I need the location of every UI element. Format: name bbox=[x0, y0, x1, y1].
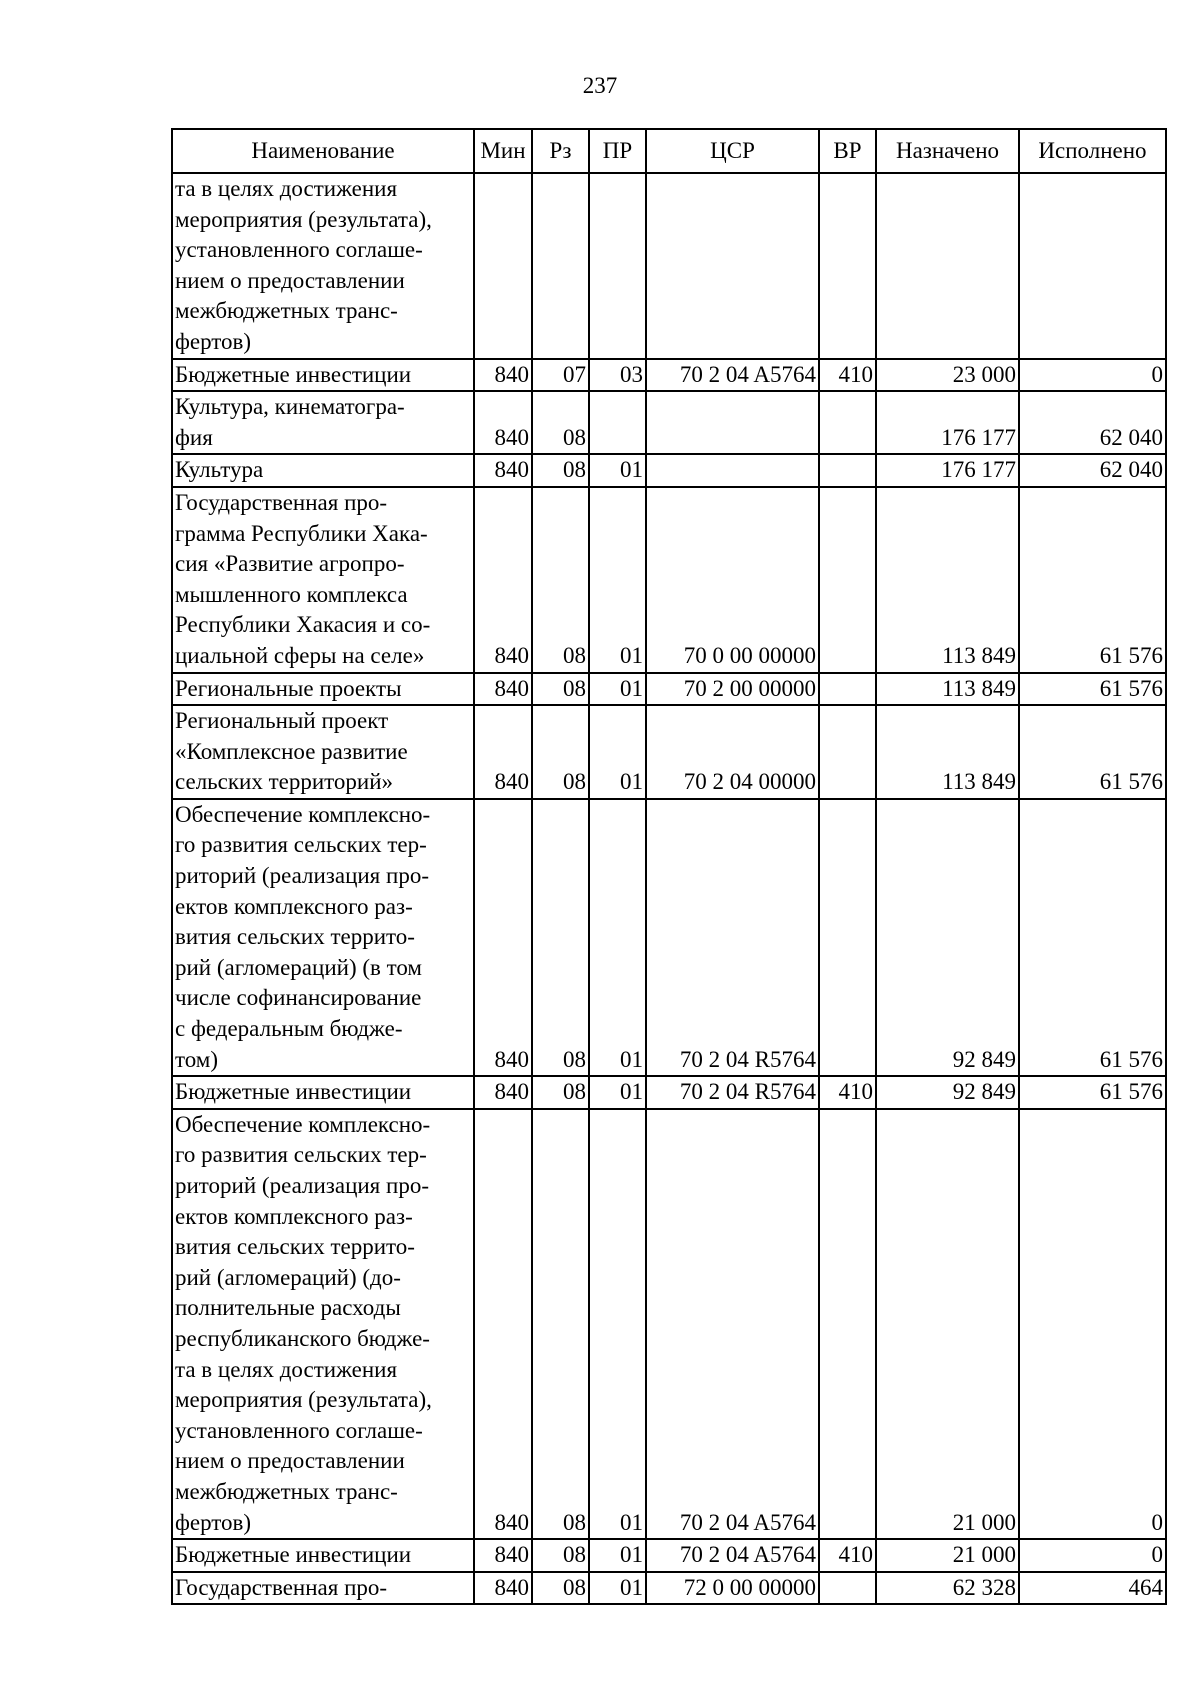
budget-table bbox=[171, 128, 1167, 1605]
table-body bbox=[172, 173, 1166, 1604]
table-row bbox=[172, 799, 1166, 1076]
cell-csr: 70 2 04 A5764 bbox=[646, 1109, 819, 1539]
cell-min: 840 bbox=[474, 454, 532, 487]
cell-min: 840 bbox=[474, 391, 532, 454]
cell-min: 840 bbox=[474, 705, 532, 799]
cell-csr: 70 2 04 A5764 bbox=[646, 1539, 819, 1572]
header-rz: Рз bbox=[532, 129, 589, 173]
name-line: та в целях достижения bbox=[175, 1356, 398, 1382]
table-row bbox=[172, 673, 1166, 706]
cell-assigned: 62 328 bbox=[876, 1572, 1019, 1605]
cell-name bbox=[172, 1539, 474, 1572]
cell-csr: 70 2 04 R5764 bbox=[646, 799, 819, 1076]
name-line: Региональные проекты bbox=[175, 675, 402, 701]
cell-name bbox=[172, 705, 474, 799]
name-line: циальной сферы на селе» bbox=[175, 642, 425, 668]
cell-pr: 01 bbox=[589, 1539, 646, 1572]
name-line: сия «Развитие агропро- bbox=[175, 551, 405, 577]
name-line: вития сельских террито- bbox=[175, 924, 415, 950]
cell-pr: 01 bbox=[589, 1109, 646, 1539]
cell-vr bbox=[819, 1572, 876, 1605]
cell-csr: 72 0 00 00000 bbox=[646, 1572, 819, 1605]
name-line: грамма Республики Хака- bbox=[175, 520, 428, 546]
table-row bbox=[172, 454, 1166, 487]
name-line: го развития сельских тер- bbox=[175, 1142, 427, 1168]
name-line: риторий (реализация про- bbox=[175, 863, 429, 889]
name-line: мероприятия (результата), bbox=[175, 1387, 432, 1413]
cell-assigned: 176 177 bbox=[876, 454, 1019, 487]
cell-name bbox=[172, 487, 474, 673]
name-line: с федеральным бюдже- bbox=[175, 1016, 403, 1042]
cell-executed: 62 040 bbox=[1019, 454, 1166, 487]
cell-assigned: 92 849 bbox=[876, 799, 1019, 1076]
table-header-row bbox=[172, 129, 1166, 173]
name-line: фия bbox=[175, 424, 213, 450]
cell-rz: 08 bbox=[532, 673, 589, 706]
cell-pr: 01 bbox=[589, 705, 646, 799]
name-line: межбюджетных транс- bbox=[175, 1478, 398, 1504]
cell-min: 840 bbox=[474, 673, 532, 706]
cell-rz: 08 bbox=[532, 1109, 589, 1539]
table-row bbox=[172, 705, 1166, 799]
name-line: «Комплексное развитие bbox=[175, 738, 408, 764]
name-line: мероприятия (результата), bbox=[175, 206, 432, 232]
cell-name bbox=[172, 391, 474, 454]
cell-csr: 70 2 04 00000 bbox=[646, 705, 819, 799]
cell-min: 840 bbox=[474, 1539, 532, 1572]
cell-csr: 70 2 04 R5764 bbox=[646, 1076, 819, 1109]
table-row bbox=[172, 1539, 1166, 1572]
cell-vr bbox=[819, 391, 876, 454]
name-line: Бюджетные инвестиции bbox=[175, 1079, 412, 1105]
cell-name bbox=[172, 173, 474, 359]
cell-csr: 70 2 04 A5764 bbox=[646, 359, 819, 392]
cell-csr: 70 2 00 00000 bbox=[646, 673, 819, 706]
name-line: Бюджетные инвестиции bbox=[175, 361, 412, 387]
cell-pr: 03 bbox=[589, 359, 646, 392]
cell-vr: 410 bbox=[819, 1076, 876, 1109]
header-executed: Исполнено bbox=[1019, 129, 1166, 173]
cell-min bbox=[474, 173, 532, 359]
table-row bbox=[172, 487, 1166, 673]
cell-pr: 01 bbox=[589, 1572, 646, 1605]
name-line: ектов комплексного раз- bbox=[175, 893, 413, 919]
table-row bbox=[172, 1076, 1166, 1109]
cell-rz: 08 bbox=[532, 1572, 589, 1605]
header-vr: ВР bbox=[819, 129, 876, 173]
name-line: риторий (реализация про- bbox=[175, 1173, 429, 1198]
cell-vr: 410 bbox=[819, 359, 876, 392]
name-line: мышленного комплекса bbox=[175, 581, 408, 607]
name-line: сельских территорий» bbox=[175, 769, 394, 795]
cell-rz: 07 bbox=[532, 359, 589, 392]
cell-assigned: 21 000 bbox=[876, 1539, 1019, 1572]
cell-executed: 464 bbox=[1019, 1572, 1166, 1605]
cell-min: 840 bbox=[474, 359, 532, 392]
cell-vr bbox=[819, 173, 876, 359]
cell-min: 840 bbox=[474, 799, 532, 1076]
cell-pr: 01 bbox=[589, 799, 646, 1076]
header-assigned: Назначено bbox=[876, 129, 1019, 173]
name-line: го развития сельских тер- bbox=[175, 832, 427, 858]
cell-executed: 0 bbox=[1019, 1109, 1166, 1539]
name-line: та в целях достижения bbox=[175, 176, 398, 201]
name-line: Обеспечение комплексно- bbox=[175, 801, 431, 827]
cell-min: 840 bbox=[474, 487, 532, 673]
name-line: полнительные расходы bbox=[175, 1295, 401, 1321]
name-line: Государственная про- bbox=[175, 489, 388, 515]
cell-rz: 08 bbox=[532, 454, 589, 487]
cell-executed: 62 040 bbox=[1019, 391, 1166, 454]
cell-executed bbox=[1019, 173, 1166, 359]
name-line: том) bbox=[175, 1046, 219, 1072]
cell-vr bbox=[819, 705, 876, 799]
cell-min: 840 bbox=[474, 1109, 532, 1539]
cell-rz: 08 bbox=[532, 705, 589, 799]
cell-assigned: 113 849 bbox=[876, 673, 1019, 706]
table-row bbox=[172, 173, 1166, 359]
header-min: Мин bbox=[474, 129, 532, 173]
name-line: числе софинансирование bbox=[175, 985, 422, 1011]
cell-name bbox=[172, 454, 474, 487]
name-line: Государственная про- bbox=[175, 1574, 388, 1600]
name-line: Обеспечение комплексно- bbox=[175, 1111, 431, 1137]
name-line: рий (агломераций) (в том bbox=[175, 954, 422, 980]
cell-assigned: 23 000 bbox=[876, 359, 1019, 392]
name-line: установленного соглаше- bbox=[175, 237, 423, 263]
cell-executed: 61 576 bbox=[1019, 1076, 1166, 1109]
table-row bbox=[172, 359, 1166, 392]
header-pr: ПР bbox=[589, 129, 646, 173]
cell-pr bbox=[589, 173, 646, 359]
table-row bbox=[172, 1572, 1166, 1605]
cell-csr bbox=[646, 391, 819, 454]
name-line: нием о предоставлении bbox=[175, 267, 405, 293]
cell-rz: 08 bbox=[532, 1539, 589, 1572]
cell-assigned: 92 849 bbox=[876, 1076, 1019, 1109]
cell-rz: 08 bbox=[532, 1076, 589, 1109]
name-line: Республики Хакасия и со- bbox=[175, 612, 431, 638]
cell-rz: 08 bbox=[532, 487, 589, 673]
cell-executed: 0 bbox=[1019, 359, 1166, 392]
cell-min: 840 bbox=[474, 1076, 532, 1109]
cell-csr bbox=[646, 454, 819, 487]
name-line: Региональный проект bbox=[175, 708, 389, 734]
name-line: фертов) bbox=[175, 1509, 252, 1535]
cell-executed: 61 576 bbox=[1019, 487, 1166, 673]
name-line: Культура, кинематогра- bbox=[175, 394, 405, 420]
header-csr: ЦСР bbox=[646, 129, 819, 173]
cell-csr bbox=[646, 173, 819, 359]
cell-vr bbox=[819, 1109, 876, 1539]
page-number: 237 bbox=[582, 73, 618, 98]
table-row bbox=[172, 1109, 1166, 1539]
name-line: фертов) bbox=[175, 328, 252, 354]
name-line: установленного соглаше- bbox=[175, 1417, 423, 1443]
cell-name bbox=[172, 1076, 474, 1109]
name-line: Бюджетные инвестиции bbox=[175, 1542, 412, 1568]
cell-pr: 01 bbox=[589, 673, 646, 706]
cell-assigned bbox=[876, 173, 1019, 359]
cell-vr bbox=[819, 487, 876, 673]
header-name: Наименование bbox=[172, 129, 474, 173]
cell-vr bbox=[819, 799, 876, 1076]
cell-name bbox=[172, 1109, 474, 1539]
table-row bbox=[172, 391, 1166, 454]
cell-pr: 01 bbox=[589, 454, 646, 487]
cell-name bbox=[172, 359, 474, 392]
name-line: вития сельских террито- bbox=[175, 1234, 415, 1260]
cell-pr bbox=[589, 391, 646, 454]
cell-rz: 08 bbox=[532, 799, 589, 1076]
cell-vr bbox=[819, 454, 876, 487]
cell-vr: 410 bbox=[819, 1539, 876, 1572]
cell-min: 840 bbox=[474, 1572, 532, 1605]
cell-pr: 01 bbox=[589, 1076, 646, 1109]
name-line: ектов комплексного раз- bbox=[175, 1203, 413, 1229]
name-line: республиканского бюдже- bbox=[175, 1325, 430, 1351]
name-line: нием о предоставлении bbox=[175, 1448, 405, 1474]
cell-executed: 61 576 bbox=[1019, 799, 1166, 1076]
cell-csr: 70 0 00 00000 bbox=[646, 487, 819, 673]
cell-executed: 61 576 bbox=[1019, 705, 1166, 799]
name-line: межбюджетных транс- bbox=[175, 298, 398, 324]
cell-rz: 08 bbox=[532, 391, 589, 454]
cell-rz bbox=[532, 173, 589, 359]
name-line: Культура bbox=[175, 457, 264, 483]
cell-executed: 61 576 bbox=[1019, 673, 1166, 706]
name-line: рий (агломераций) (до- bbox=[175, 1264, 401, 1290]
cell-pr: 01 bbox=[589, 487, 646, 673]
cell-vr bbox=[819, 673, 876, 706]
cell-assigned: 113 849 bbox=[876, 487, 1019, 673]
cell-name bbox=[172, 1572, 474, 1605]
cell-assigned: 176 177 bbox=[876, 391, 1019, 454]
cell-name bbox=[172, 799, 474, 1076]
cell-executed: 0 bbox=[1019, 1539, 1166, 1572]
cell-assigned: 21 000 bbox=[876, 1109, 1019, 1539]
cell-name bbox=[172, 673, 474, 706]
cell-assigned: 113 849 bbox=[876, 705, 1019, 799]
